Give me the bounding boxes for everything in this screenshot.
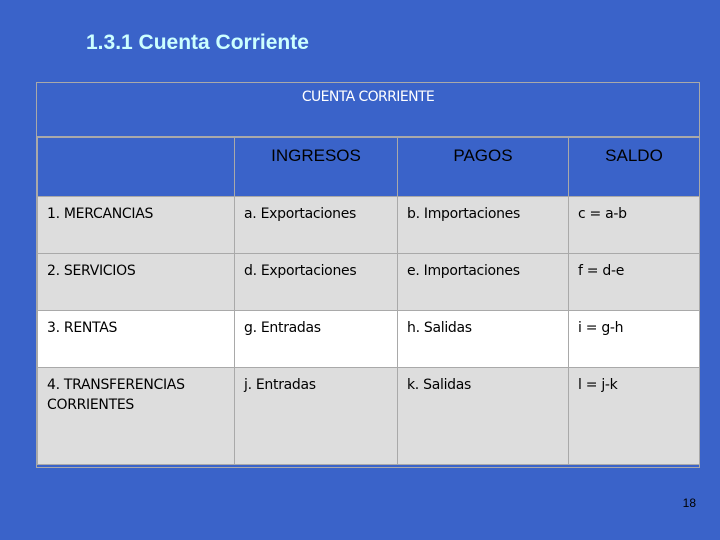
cell-concept: 3. RENTAS <box>38 311 235 368</box>
cell-saldo: i = g-h <box>569 311 700 368</box>
cell-concept: 4. TRANSFERENCIAS CORRIENTES <box>38 368 235 465</box>
cell-concept: 2. SERVICIOS <box>38 254 235 311</box>
cell-saldo: c = a-b <box>569 197 700 254</box>
column-header-saldo: SALDO <box>569 138 700 197</box>
cell-pagos: b. Importaciones <box>398 197 569 254</box>
cell-pagos: e. Importaciones <box>398 254 569 311</box>
table-row <box>38 368 700 465</box>
cell-saldo: l = j-k <box>569 368 700 465</box>
page-number: 18 <box>682 496 696 510</box>
cell-ingresos: j. Entradas <box>235 368 398 465</box>
table-row <box>38 311 700 368</box>
table-row <box>38 197 700 254</box>
table-grid <box>37 137 700 465</box>
table-caption: CUENTA CORRIENTE <box>37 83 699 137</box>
column-header-concept <box>38 138 235 197</box>
cell-ingresos: g. Entradas <box>235 311 398 368</box>
current-account-table <box>36 82 700 468</box>
cell-pagos: h. Salidas <box>398 311 569 368</box>
slide-title: 1.3.1 Cuenta Corriente <box>86 31 309 54</box>
table-row <box>38 254 700 311</box>
cell-pagos: k. Salidas <box>398 368 569 465</box>
column-header-ingresos: INGRESOS <box>235 138 398 197</box>
cell-ingresos: d. Exportaciones <box>235 254 398 311</box>
cell-concept: 1. MERCANCIAS <box>38 197 235 254</box>
column-header-pagos: PAGOS <box>398 138 569 197</box>
table-header-row <box>38 138 700 197</box>
cell-saldo: f = d-e <box>569 254 700 311</box>
cell-ingresos: a. Exportaciones <box>235 197 398 254</box>
